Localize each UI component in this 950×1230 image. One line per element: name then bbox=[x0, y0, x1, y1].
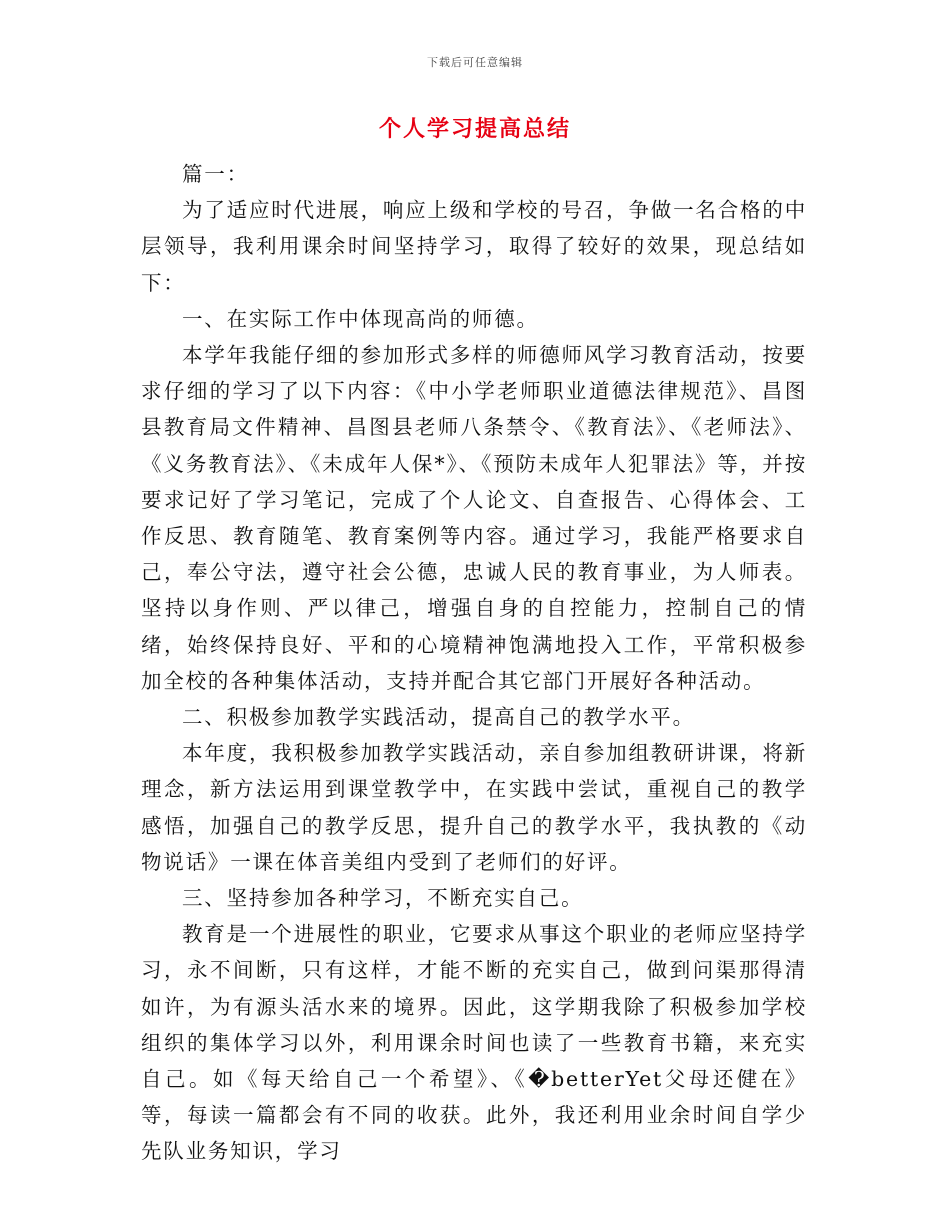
paragraph-2: 本年度，我积极参加教学实践活动，亲自参加组教研讲课，将新理念，新方法运用到课堂教学中，在实践中尝试，重视自己的教学感悟，加强自己的教学反思，提升自己的教学水平，我执教的《动物说话》一课在体音美组内受到了老师们的好评。 bbox=[141, 741, 807, 874]
heading-2: 二、积极参加教学实践活动，提高自己的教学水平。 bbox=[182, 705, 695, 730]
heading-1: 一、在实际工作中体现高尚的师德。 bbox=[182, 306, 539, 331]
paragraph-3: 教育是一个进展性的职业，它要求从事这个职业的老师应坚持学习，永不间断，只有这样，才能不断的充实自己，做到问渠那得清如许，为有源头活水来的境界。因此，这学期我除了积极参加学校组织的集体学习以外，利用课余时间也读了一些教育书籍，来充实自己。如《每天给自己一个希望》、《�betterYet父母还健在》等，每读一篇都会有不同的收获。此外，我还利用业余时间自学少先队业务知识，学习 bbox=[141, 922, 807, 1164]
heading-3: 三、坚持参加各种学习，不断充实自己。 bbox=[182, 886, 584, 911]
header-note: 下载后可任意编辑 bbox=[427, 56, 523, 69]
document-body bbox=[141, 156, 807, 1170]
paragraph-intro: 为了适应时代进展，响应上级和学校的号召，争做一名合格的中层领导，我利用课余时间坚持学习，取得了较好的效果，现总结如下： bbox=[141, 198, 807, 295]
paragraph-1: 本学年我能仔细的参加形式多样的师德师风学习教育活动，按要求仔细的学习了以下内容：《中小学老师职业道德法律规范》、昌图县教育局文件精神、昌图县老师八条禁令、《教育法》、《老师法》、《义务教育法》、《未成年人保*》、《预防未成年人犯罪法》等，并按要求记好了学习笔记，完成了个人论文、自查报告、心得体会、工作反思、教育随笔、教育案例等内容。通过学习，我能严格要求自己，奉公守法，遵守社会公德，忠诚人民的教育事业，为人师表。坚持以身作则、严以律己，增强自身的自控能力，控制自己的情绪，始终保持良好、平和的心境精神饱满地投入工作，平常积极参加全校的各种集体活动，支持并配合其它部门开展好各种活动。 bbox=[141, 343, 807, 693]
paragraph-section-label: 篇一： bbox=[182, 162, 249, 186]
document-title: 个人学习提高总结 bbox=[378, 116, 571, 142]
